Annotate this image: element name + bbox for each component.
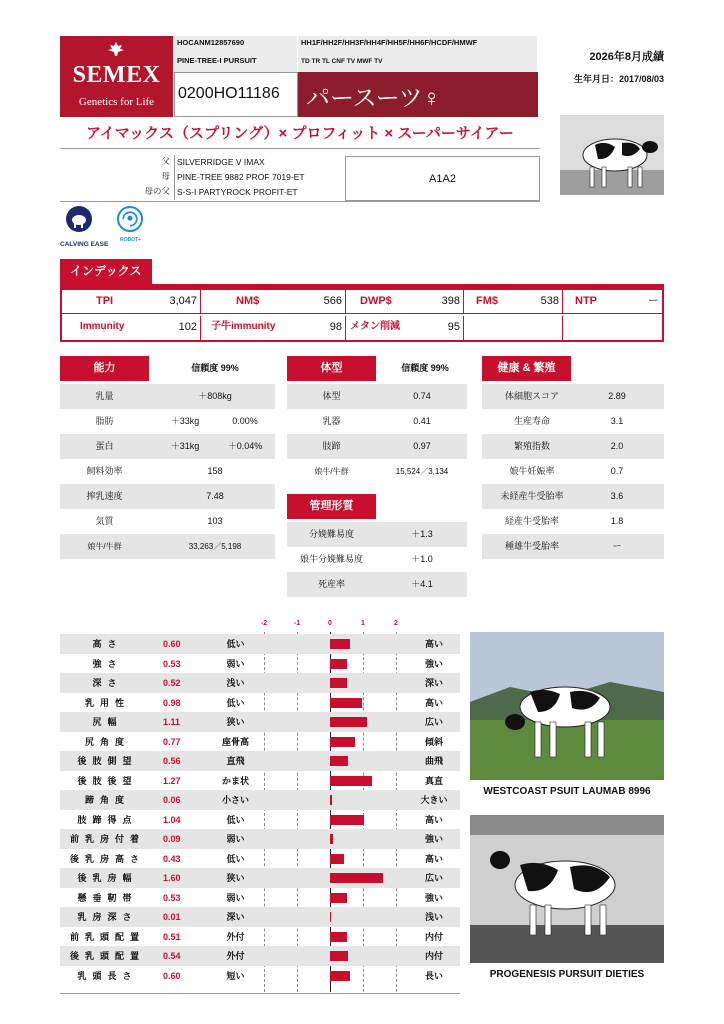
row-label: 乳量 bbox=[95, 391, 114, 401]
trait-low-label: 外付 bbox=[226, 931, 245, 942]
trait-high-label: 高い bbox=[424, 697, 443, 708]
trait-high-label: 強い bbox=[424, 892, 443, 903]
management-row bbox=[287, 572, 467, 597]
index-empty bbox=[464, 316, 563, 340]
trait-name: 前乳頭配置 bbox=[69, 931, 145, 942]
row-value: 7.48 bbox=[206, 491, 224, 501]
trait-value: 0.56 bbox=[163, 756, 181, 766]
trait-low-label: 低い bbox=[226, 853, 245, 864]
row-label: 未経産牛受胎率 bbox=[500, 491, 564, 501]
trait-high-label: 内付 bbox=[424, 931, 443, 942]
health-row bbox=[482, 534, 664, 559]
row-value: ＋31kg bbox=[170, 441, 200, 451]
row-label: 蛋白 bbox=[95, 441, 114, 451]
row-label: 娘牛妊娠率 bbox=[509, 466, 555, 476]
row-label: 分娩難易度 bbox=[308, 529, 354, 539]
trait-high-label: 広い bbox=[424, 717, 443, 727]
row-label: 死産率 bbox=[317, 579, 345, 589]
type-row bbox=[287, 384, 467, 409]
index-label: DWP$ bbox=[360, 295, 392, 307]
trait-name: 懸垂靭帯 bbox=[77, 892, 138, 903]
trait-row bbox=[60, 829, 460, 849]
row-value: 2.89 bbox=[608, 391, 626, 401]
index-immunity bbox=[62, 316, 201, 340]
trait-low-label: 低い bbox=[226, 639, 245, 649]
row-label: 娘牛/牛群 bbox=[314, 467, 349, 476]
row-label: 肢蹄 bbox=[322, 441, 341, 451]
trait-high-label: 高い bbox=[424, 639, 443, 649]
haplotypes: HH1F/HH2F/HH3F/HH4F/HH5F/HH6F/HCDF/HMWF bbox=[298, 36, 538, 54]
trait-bar bbox=[330, 639, 350, 649]
trait-name: 尻角度 bbox=[84, 736, 130, 747]
trait-value: 1.11 bbox=[163, 717, 181, 727]
type-rows bbox=[287, 384, 467, 484]
trait-bar bbox=[330, 717, 367, 727]
trait-value: 1.60 bbox=[163, 873, 181, 883]
index-label: メタン削減 bbox=[350, 321, 400, 332]
trait-name: 乳房深さ bbox=[77, 912, 138, 922]
trait-value: 0.53 bbox=[163, 658, 181, 669]
trait-value: 0.54 bbox=[163, 951, 181, 961]
axis-tick: 2 bbox=[394, 620, 398, 627]
trait-high-label: 強い bbox=[424, 658, 443, 669]
reg-code: HOCANM12857690 bbox=[174, 36, 298, 54]
production-rows bbox=[60, 384, 275, 559]
trait-value: 0.60 bbox=[163, 639, 181, 649]
row-label: 気質 bbox=[95, 516, 114, 526]
production-reliability: 信頼度 99% bbox=[191, 363, 239, 373]
mgs-value: S-S-I PARTYROCK PROFIT-ET bbox=[174, 185, 406, 200]
trait-high-label: 高い bbox=[424, 814, 443, 825]
trait-name: 強さ bbox=[92, 658, 123, 669]
mgs-label: 母の父 bbox=[144, 186, 170, 196]
trait-low-label: 狭い bbox=[226, 717, 245, 727]
proof-date: 2026年8月成績 bbox=[589, 51, 664, 63]
trait-name: 尻幅 bbox=[92, 717, 123, 727]
trait-value: 1.04 bbox=[163, 814, 181, 825]
trait-low-label: 短い bbox=[226, 970, 245, 981]
axis-tick: 0 bbox=[328, 620, 332, 627]
trait-low-label: 弱い bbox=[226, 892, 245, 903]
trait-value: 0.51 bbox=[163, 931, 181, 942]
trait-low-label: 狭い bbox=[226, 873, 245, 883]
row-value: ＋808kg bbox=[198, 391, 232, 401]
trait-row bbox=[60, 849, 460, 869]
trait-row bbox=[60, 907, 460, 927]
trait-name: 肢蹄得点 bbox=[77, 814, 138, 825]
index-value: 566 bbox=[323, 295, 342, 307]
row-value: ＋1.3 bbox=[411, 529, 433, 539]
index-table bbox=[60, 288, 664, 342]
trait-high-label: 真直 bbox=[424, 775, 443, 786]
trait-low-label: 深い bbox=[226, 912, 245, 922]
divider bbox=[60, 148, 540, 149]
trait-bar bbox=[330, 698, 362, 708]
trait-row bbox=[60, 693, 460, 713]
brand-tagline: Genetics for Life bbox=[78, 96, 155, 108]
trait-name: 深さ bbox=[92, 678, 123, 688]
type-row bbox=[287, 409, 467, 434]
index-methane bbox=[346, 316, 464, 340]
production-row bbox=[60, 509, 275, 534]
trait-bar bbox=[330, 893, 347, 903]
dam-value: PINE-TREE 9882 PROF 7019-ET bbox=[174, 170, 406, 185]
dam-label: 母 bbox=[161, 171, 170, 181]
row-value: 15,524／3,134 bbox=[395, 467, 449, 476]
bull-code: 0200HO11186 bbox=[174, 72, 298, 117]
trait-value: 0.52 bbox=[163, 678, 181, 688]
trait-name: 後乳房幅 bbox=[77, 873, 138, 883]
index-dwp bbox=[346, 290, 464, 314]
row-label: 娘牛/牛群 bbox=[87, 542, 122, 551]
index-tpi bbox=[62, 290, 201, 314]
trait-high-label: 傾斜 bbox=[424, 736, 443, 747]
trait-row bbox=[60, 868, 460, 888]
production-row bbox=[60, 484, 275, 509]
row-value: ＋4.1 bbox=[411, 579, 433, 589]
trait-low-label: 直飛 bbox=[226, 756, 245, 766]
row-label: 乳器 bbox=[322, 416, 341, 426]
trait-low-label: 弱い bbox=[226, 658, 245, 669]
trait-bar bbox=[330, 737, 355, 747]
management-row bbox=[287, 547, 467, 572]
trait-row bbox=[60, 732, 460, 752]
trait-low-label: かま状 bbox=[221, 775, 249, 786]
index-label: NTP bbox=[575, 295, 597, 307]
semex-logo bbox=[60, 36, 173, 117]
row-value-pct: ＋0.04% bbox=[227, 441, 263, 451]
dam-photo-2-caption: PROGENESIS PURSUIT DIETIES bbox=[489, 969, 645, 980]
row-label: 娘牛分娩難易度 bbox=[299, 554, 363, 564]
trait-low-label: 浅い bbox=[226, 678, 245, 688]
trait-high-label: 長い bbox=[424, 970, 443, 981]
trait-low-label: 低い bbox=[226, 814, 245, 825]
axis-tick: -1 bbox=[293, 620, 301, 627]
trait-bar bbox=[330, 659, 347, 669]
trait-bar bbox=[330, 873, 383, 883]
trait-high-label: 曲飛 bbox=[424, 756, 443, 766]
row-value-pct: 0.00% bbox=[232, 416, 258, 426]
index-label: Immunity bbox=[80, 321, 125, 332]
bull-name: パースーツ♀ bbox=[298, 72, 538, 117]
trait-row bbox=[60, 790, 460, 810]
trait-low-label: 弱い bbox=[226, 834, 245, 844]
row-value: 1.8 bbox=[610, 516, 624, 526]
trait-row bbox=[60, 673, 460, 693]
row-label: 種雄牛受胎率 bbox=[504, 541, 559, 551]
row-value: ＋33kg bbox=[170, 416, 200, 426]
trait-high-label: 広い bbox=[424, 873, 443, 883]
trait-value: 0.77 bbox=[163, 736, 181, 747]
trait-value: 0.60 bbox=[163, 970, 181, 981]
health-rows bbox=[482, 384, 664, 559]
reg-name: PINE-TREE-I PURSUIT bbox=[174, 54, 298, 72]
calving-ease-label: CALVING EASE bbox=[60, 241, 109, 248]
row-value: ー bbox=[612, 541, 622, 551]
index-value: 102 bbox=[178, 321, 197, 333]
trait-high-label: 高い bbox=[424, 853, 443, 864]
trait-bar bbox=[330, 932, 347, 942]
row-value: 2.0 bbox=[610, 441, 624, 451]
trait-row bbox=[60, 751, 460, 771]
brand-name: SEMEX bbox=[72, 62, 161, 88]
dam-photo-1-caption: WESTCOAST PSUIT LAUMAB 8996 bbox=[483, 786, 651, 797]
robot-icon bbox=[117, 206, 143, 232]
casein-type: A1A2 bbox=[345, 156, 540, 201]
row-label: 体細胞スコア bbox=[504, 391, 559, 401]
index-nm bbox=[201, 290, 346, 314]
row-label: 体型 bbox=[322, 391, 341, 401]
row-label: 繁殖指数 bbox=[513, 441, 550, 451]
index-value: 538 bbox=[540, 295, 559, 307]
management-row bbox=[287, 522, 467, 547]
trait-low-label: 外付 bbox=[226, 951, 245, 961]
row-value: 158 bbox=[207, 466, 223, 476]
trait-bar bbox=[330, 756, 348, 766]
trait-bar bbox=[330, 795, 332, 805]
row-label: 脂肪 bbox=[95, 416, 114, 426]
health-row bbox=[482, 384, 664, 409]
dam-photo-1 bbox=[470, 632, 664, 780]
trait-name: 乳用性 bbox=[84, 697, 130, 708]
trait-bar bbox=[330, 854, 344, 864]
trait-value: 0.01 bbox=[163, 912, 181, 922]
production-row bbox=[60, 434, 275, 459]
trait-name: 後乳頭配置 bbox=[69, 951, 145, 961]
trait-row bbox=[60, 634, 460, 654]
row-value: 0.41 bbox=[413, 416, 431, 426]
index-label: TPI bbox=[96, 295, 114, 307]
index-value: 3,047 bbox=[169, 295, 197, 307]
index-fm bbox=[464, 290, 563, 314]
divider bbox=[60, 993, 460, 994]
index-value: 98 bbox=[329, 321, 342, 333]
production-row bbox=[60, 459, 275, 484]
trait-row bbox=[60, 712, 460, 732]
calving-ease-icon bbox=[66, 206, 92, 232]
trait-high-label: 強い bbox=[424, 834, 443, 844]
sire-value: SILVERRIDGE V IMAX bbox=[174, 155, 406, 170]
trait-row bbox=[60, 946, 460, 966]
index-label: 子牛immunity bbox=[211, 321, 276, 332]
row-value: 3.6 bbox=[610, 491, 624, 501]
index-ntp bbox=[563, 290, 662, 314]
trait-low-label: 座骨高 bbox=[221, 736, 249, 747]
trait-high-label: 大きい bbox=[420, 795, 448, 805]
index-value: 398 bbox=[441, 295, 460, 307]
health-row bbox=[482, 459, 664, 484]
trait-high-label: 深い bbox=[424, 678, 443, 688]
row-value: 33,263／5,198 bbox=[188, 542, 242, 551]
row-label: 生産寿命 bbox=[513, 416, 550, 426]
trait-bar bbox=[330, 834, 333, 844]
dam-photo-2 bbox=[470, 815, 664, 963]
management-rows bbox=[287, 522, 467, 597]
row-value: 0.74 bbox=[413, 391, 431, 401]
row-value: 0.7 bbox=[610, 466, 624, 476]
trait-name: 後肢側望 bbox=[77, 756, 138, 766]
sire-label: 父 bbox=[161, 156, 170, 166]
trait-bar bbox=[330, 951, 348, 961]
axis-tick: -2 bbox=[260, 620, 268, 627]
health-row bbox=[482, 409, 664, 434]
index-label: NM$ bbox=[236, 295, 260, 307]
index-label: FM$ bbox=[476, 295, 498, 307]
trait-name: 前乳房付着 bbox=[69, 834, 145, 844]
health-row bbox=[482, 434, 664, 459]
trait-row bbox=[60, 927, 460, 947]
trait-high-label: 浅い bbox=[424, 912, 443, 922]
production-row bbox=[60, 384, 275, 409]
pedigree-line: アイマックス（スプリング）× プロフィット × スーパーサイアー bbox=[86, 125, 514, 142]
row-value: 103 bbox=[207, 516, 223, 526]
trait-name: 高さ bbox=[92, 639, 123, 649]
trait-value: 0.06 bbox=[163, 795, 181, 805]
trait-value: 0.43 bbox=[163, 853, 181, 864]
divider bbox=[60, 201, 540, 202]
row-label: 経産牛受胎率 bbox=[504, 516, 559, 526]
bull-photo bbox=[560, 115, 664, 195]
trait-bar bbox=[330, 776, 372, 786]
trait-value: 0.98 bbox=[163, 697, 181, 708]
row-label: 飼料効率 bbox=[86, 466, 123, 476]
type-row bbox=[287, 434, 467, 459]
maple-leaf-icon bbox=[108, 42, 124, 56]
trait-low-label: 低い bbox=[226, 697, 245, 708]
trait-name: 乳頭長さ bbox=[77, 970, 138, 981]
health-title: 健康 & 繁殖 bbox=[482, 356, 571, 381]
type-reliability: 信頼度 99% bbox=[401, 363, 449, 373]
robot-label: ROBOT+ bbox=[120, 237, 141, 243]
trait-row bbox=[60, 771, 460, 791]
trait-bar bbox=[330, 971, 350, 981]
type-title: 体型 bbox=[287, 356, 376, 381]
row-value: 0.97 bbox=[413, 441, 431, 451]
row-value: ＋1.0 bbox=[411, 554, 433, 564]
trait-row bbox=[60, 966, 460, 986]
trait-bar bbox=[330, 815, 364, 825]
trait-row bbox=[60, 888, 460, 908]
type-row bbox=[287, 459, 467, 484]
row-value: 3.1 bbox=[610, 416, 624, 426]
birth-date: 生年月日：2017/08/03 bbox=[573, 74, 664, 84]
trait-low-label: 小さい bbox=[221, 795, 249, 805]
health-row bbox=[482, 484, 664, 509]
trait-row bbox=[60, 654, 460, 674]
trait-name: 蹄角度 bbox=[84, 795, 130, 805]
test-codes: TD TR TL CNF TV MWF TV bbox=[298, 54, 538, 72]
trait-row bbox=[60, 810, 460, 830]
production-row bbox=[60, 534, 275, 559]
trait-high-label: 内付 bbox=[424, 951, 443, 961]
trait-value: 0.09 bbox=[163, 834, 181, 844]
trait-name: 後乳房高さ bbox=[69, 853, 145, 864]
trait-value: 1.27 bbox=[163, 775, 181, 786]
index-title: インデックス bbox=[60, 259, 152, 284]
axis-tick: 1 bbox=[361, 620, 365, 627]
index-value: 95 bbox=[447, 321, 460, 333]
production-row bbox=[60, 409, 275, 434]
management-title: 管理形質 bbox=[287, 494, 376, 519]
production-title: 能力 bbox=[60, 356, 149, 381]
row-label: 搾乳速度 bbox=[86, 491, 123, 501]
trait-name: 後肢後望 bbox=[77, 775, 138, 786]
index-value: ー bbox=[648, 295, 659, 307]
trait-bar bbox=[330, 678, 347, 688]
trait-bar bbox=[330, 912, 331, 922]
index-calf-immunity bbox=[201, 316, 346, 340]
health-row bbox=[482, 509, 664, 534]
trait-value: 0.53 bbox=[163, 892, 181, 903]
